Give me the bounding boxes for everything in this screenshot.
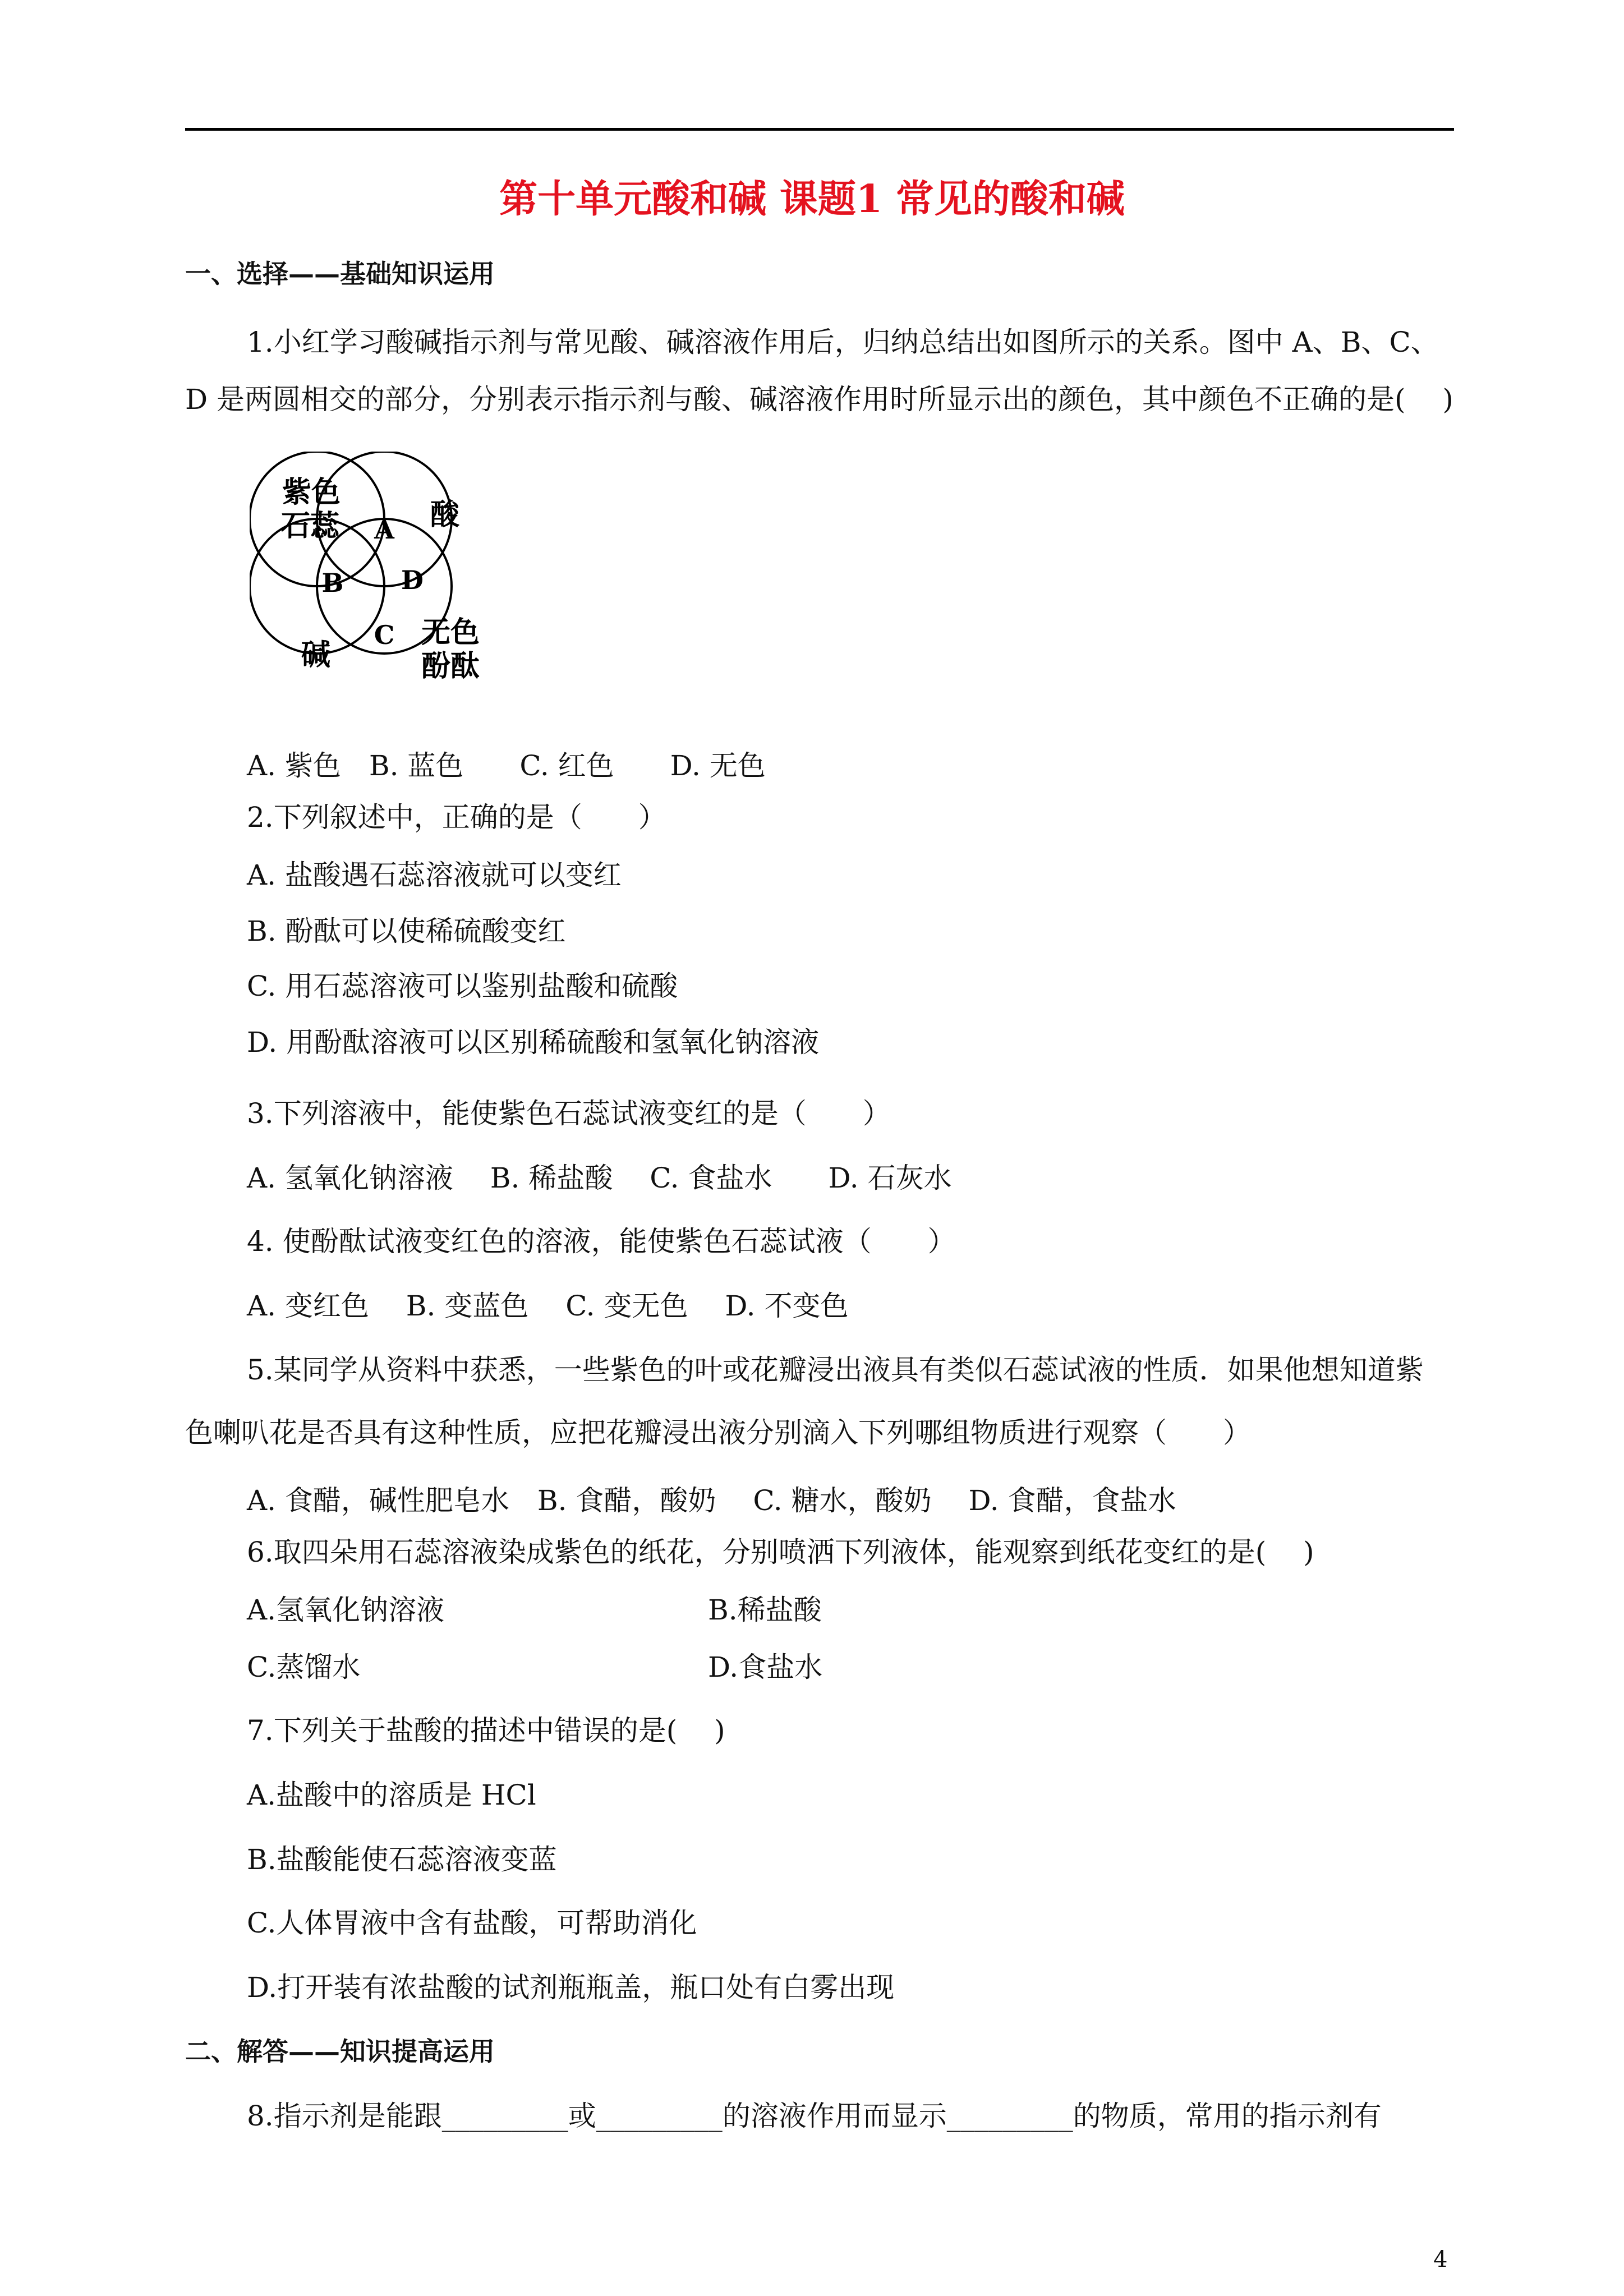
region-d-label: D <box>401 565 424 595</box>
q5-stem-line1: 5.某同学从资料中获悉，一些紫色的叶或花瓣浸出液具有类似石蕊试液的性质．如果他想知道紫 <box>247 1354 1424 1386</box>
region-c-label: C <box>374 620 395 650</box>
litmus-label-1: 紫色 <box>282 475 341 509</box>
q3-stem: 3.下列溶液中，能使紫色石蕊试液变红的是（ ） <box>247 1097 891 1130</box>
page-title: 第十单元酸和碱 课题1 常见的酸和碱 <box>499 177 1125 222</box>
q8-stem-line1: 8.指示剂是能跟_________或_________的溶液作用而显示_________的物质，常用的指示剂有 <box>247 2100 1382 2132</box>
q2-option-c: C. 用石蕊溶液可以鉴别盐酸和硫酸 <box>247 970 678 1002</box>
q6-option-a: A.氢氧化钠溶液 <box>247 1594 445 1626</box>
q5-options: A. 食醋，碱性肥皂水 B. 食醋，酸奶 C. 糖水，酸奶 D. 食醋，食盐水 <box>247 1484 1176 1517</box>
q2-option-d: D. 用酚酞溶液可以区别稀硫酸和氢氧化钠溶液 <box>247 1026 820 1059</box>
q7-option-a: A.盐酸中的溶质是 HCl <box>247 1779 536 1811</box>
q4-options: A. 变红色 B. 变蓝色 C. 变无色 D. 不变色 <box>247 1290 849 1322</box>
region-a-label: A <box>374 514 394 545</box>
page-number: 4 <box>1433 2247 1448 2272</box>
header-rule <box>185 128 1454 131</box>
q2-stem: 2.下列叙述中，正确的是（ ） <box>247 801 666 834</box>
q7-stem: 7.下列关于盐酸的描述中错误的是( ) <box>247 1714 725 1747</box>
q7-option-b: B.盐酸能使石蕊溶液变蓝 <box>247 1843 557 1876</box>
q2-option-b: B. 酚酞可以使稀硫酸变红 <box>247 915 566 947</box>
acid-label: 酸 <box>430 498 460 532</box>
q5-stem-line2: 色喇叭花是否具有这种性质，应把花瓣浸出液分别滴入下列哪组物质进行观察（ ） <box>185 1416 1251 1449</box>
q6-option-d: D.食盐水 <box>708 1651 823 1683</box>
q7-option-c: C.人体胃液中含有盐酸，可帮助消化 <box>247 1907 697 1939</box>
q1-stem-line1: 1.小红学习酸碱指示剂与常见酸、碱溶液作用后，归纳总结出如图所示的关系。图中 A、B、C、 <box>247 326 1439 358</box>
q6-stem: 6.取四朵用石蕊溶液染成紫色的纸花，分别喷洒下列液体，能观察到纸花变红的是( ) <box>247 1536 1314 1568</box>
venn-diagram <box>250 452 519 721</box>
q7-option-d: D.打开装有浓盐酸的试剂瓶瓶盖，瓶口处有白雾出现 <box>247 1971 895 2004</box>
q2-option-a: A. 盐酸遇石蕊溶液就可以变红 <box>247 859 622 891</box>
section-heading-2: 二、解答——知识提高运用 <box>185 2036 495 2067</box>
region-b-label: B <box>321 568 344 598</box>
q4-stem: 4. 使酚酞试液变红色的溶液，能使紫色石蕊试液（ ） <box>247 1225 956 1258</box>
q3-options: A. 氢氧化钠溶液 B. 稀盐酸 C. 食盐水 D. 石灰水 <box>247 1162 952 1194</box>
litmus-label-2: 石蕊 <box>280 509 340 543</box>
q6-option-b: B.稀盐酸 <box>708 1594 822 1626</box>
q6-option-c: C.蒸馏水 <box>247 1651 361 1683</box>
q1-options: A. 紫色 B. 蓝色 C. 红色 D. 无色 <box>247 749 766 782</box>
q1-stem-line2: D 是两圆相交的部分，分别表示指示剂与酸、碱溶液作用时所显示出的颜色，其中颜色不正确的是( ) <box>185 383 1453 416</box>
section-heading-1: 一、选择——基础知识运用 <box>185 259 495 289</box>
phenol-label-1: 无色 <box>421 615 480 650</box>
phenol-label-2: 酚酞 <box>421 649 480 683</box>
base-label: 碱 <box>301 638 331 672</box>
